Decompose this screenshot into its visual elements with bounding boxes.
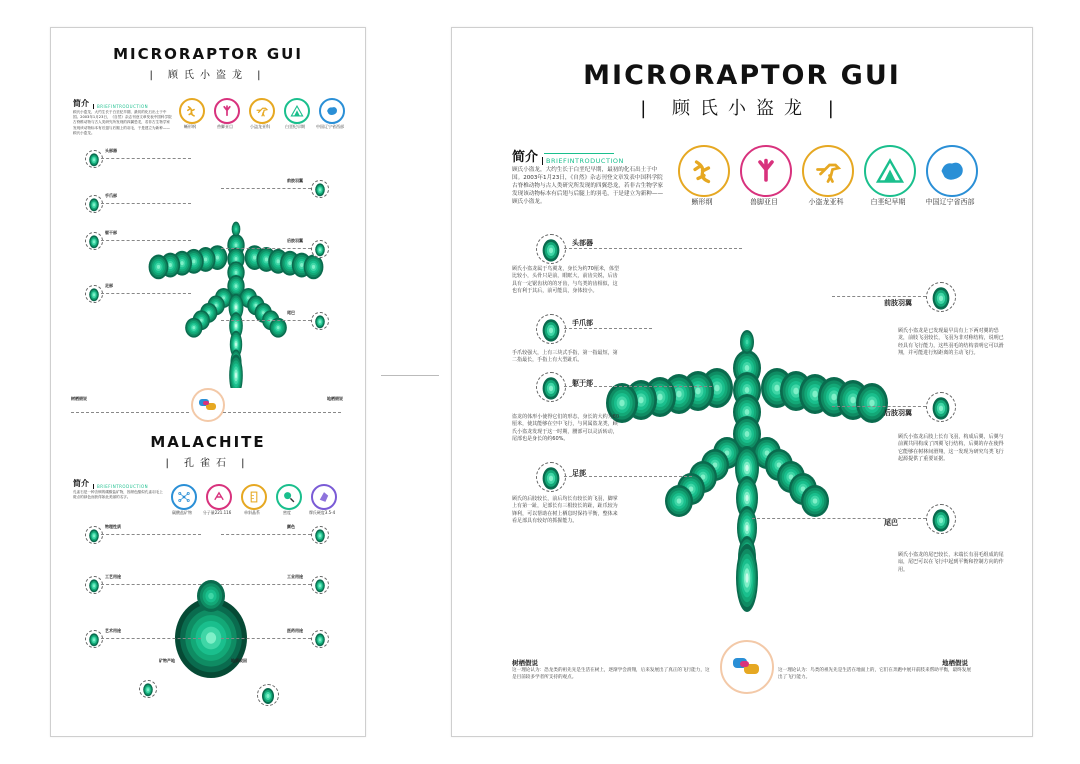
hypothesis-circle	[191, 388, 225, 422]
part-5-detail-icon	[312, 241, 328, 257]
torso-leader	[564, 386, 712, 387]
part-2-leader	[101, 240, 191, 241]
foot-callout	[536, 462, 566, 492]
badge-caption: 白垩纪早期	[870, 198, 906, 206]
torso-callout	[536, 372, 566, 402]
part-2-detail-icon	[86, 233, 102, 249]
map-badge	[926, 145, 978, 197]
part-0-label: 头部器	[105, 148, 117, 153]
mineral-left-2-leader	[101, 638, 201, 639]
badge-caption: 蜥形纲	[691, 198, 713, 206]
forewing-label: 前肢羽翼	[884, 299, 912, 307]
mineral-right-1-detail-icon	[312, 577, 328, 593]
part-0-leader	[101, 158, 191, 159]
intro-heading	[73, 98, 148, 109]
mountain-icon	[290, 104, 304, 118]
hypothesis-left-text: 这一理论认为：恐龙类的祖先先是生活在树上，逐渐学会滑翔，后来发展出了真正的飞行能力，这是目前较多学者所支持的观点。	[512, 668, 710, 680]
lizard-icon	[185, 104, 199, 118]
mineral-intro-paragraph: 孔雀石是一种含铜的碳酸盐矿物，因颜色酷似孔雀羽毛上斑点的绿色而获得如此美丽的名字。	[73, 490, 163, 500]
foot-badge	[740, 145, 792, 197]
part-3-leader	[101, 293, 191, 294]
mineral-genesis-detail-icon	[258, 685, 278, 705]
mineral-origin-callout	[139, 680, 157, 698]
dino-icon	[255, 104, 269, 118]
foot-detail-icon	[537, 463, 565, 491]
mineral-left-1-detail-icon	[86, 577, 102, 593]
hand-label: 手爪部	[572, 319, 593, 327]
crystal-badge	[311, 484, 337, 510]
hypothesis-right-line	[223, 412, 341, 413]
mineral-right-2-detail-icon	[312, 631, 328, 647]
mineral-origin-detail-icon	[140, 681, 156, 697]
badge-caption: 中国辽宁省西部	[316, 124, 344, 129]
tail-detail-icon	[927, 505, 955, 533]
dino-badge	[249, 98, 275, 124]
part-1-detail-icon	[86, 196, 102, 212]
part-4-callout	[311, 180, 329, 198]
lizard-badge	[678, 145, 730, 197]
mountain-icon	[875, 156, 905, 186]
microraptor-illustration	[143, 208, 333, 388]
hypothesis-right-text: 这一理论认为：鸟类的祖先先是生活在地面上的，它们在奔跑中展开前肢来帮助平衡，最终发展出了飞行能力。	[778, 668, 971, 680]
mineral-right-1-label: 工业用途	[287, 574, 303, 579]
badge-caption: 蜥形纲	[184, 124, 196, 129]
mineral-right-0-detail-icon	[312, 527, 328, 543]
badge-caption: 白垩纪早期	[285, 124, 305, 129]
poster-connector-line	[381, 375, 439, 376]
hand-description: 手爪较强大，上有三块式手指，第一指最短，第二指最长，手指上有大型趾爪。	[512, 350, 618, 364]
part-1-callout	[85, 195, 103, 213]
mineral-right-2-leader	[221, 638, 311, 639]
part-5-leader	[221, 248, 311, 249]
mineral-right-2-callout	[311, 630, 329, 648]
mineral-right-1-callout	[311, 576, 329, 594]
malachite-illustration	[171, 568, 251, 688]
crystal-icon	[317, 490, 331, 504]
tail-callout	[926, 504, 956, 534]
part-0-detail-icon	[86, 151, 102, 167]
foot-icon	[751, 156, 781, 186]
mineral-intro-heading-cn: 简介	[73, 479, 89, 488]
mineral-intro-heading-en: BRIEFINTRODUCTION	[93, 484, 148, 489]
foot-leader	[564, 476, 692, 477]
part-1-label: 手爪部	[105, 193, 117, 198]
part-3-label: 足部	[105, 283, 113, 288]
molecule-badge	[171, 484, 197, 510]
chat-bubbles-icon	[732, 656, 762, 678]
poster-title: MICRORAPTOR GUI	[113, 45, 303, 63]
forewing-description: 顾氏小盗龙是已发现最早具有上下两对翼的恐龙，前肢飞羽较长，飞羽为非对称结构，说明已经具有飞行能力，这些羽毛的结构表明它可以滑翔，并可能进行短距离的主动飞行。	[898, 328, 1004, 356]
mineral-right-0-callout	[311, 526, 329, 544]
mineral-right-0-leader	[221, 534, 311, 535]
mineral-left-1-callout	[85, 576, 103, 594]
mineral-left-1-label: 工艺用途	[105, 574, 121, 579]
badge-caption: 密度	[283, 510, 291, 515]
map-badge	[319, 98, 345, 124]
mineral-intro-heading	[73, 478, 148, 489]
foot-badge	[214, 98, 240, 124]
mineral-left-0-leader	[101, 534, 201, 535]
hand-leader	[564, 328, 652, 329]
part-6-detail-icon	[312, 313, 328, 329]
badge-caption: 碳酸盐矿物	[172, 510, 192, 515]
mineral-subtitle: | 孔雀石 |	[165, 458, 251, 469]
formula-badge	[206, 484, 232, 510]
part-4-leader	[221, 188, 311, 189]
badge-caption: 分子量221.116	[202, 510, 232, 515]
mineral-genesis-label: 地质成因	[231, 658, 247, 663]
right-poster	[451, 27, 1033, 737]
mountain-badge	[284, 98, 310, 124]
formula-icon	[212, 490, 226, 504]
mineral-right-1-leader	[221, 584, 311, 585]
poster-subtitle: | 顾氏小盗龙 |	[149, 70, 267, 81]
mineral-left-2-detail-icon	[86, 631, 102, 647]
ruler-badge	[241, 484, 267, 510]
head-label: 头部器	[572, 239, 593, 247]
mineral-left-2-callout	[85, 630, 103, 648]
part-6-leader	[221, 320, 311, 321]
hindwing-detail-icon	[927, 393, 955, 421]
intro-paragraph: 顾氏小盗龙，大约生长于白垩纪早期，最初的化石出土于中国。2003年1月23日，《自然》杂志刊登文章发表中国科学院古脊椎动物与古人类研究所发现的四翼恐龙，若非古生物学家发现该动物标本有后翅与后腿上的羽毛，于是建立为新种——顾氏小盗龙。	[512, 167, 664, 206]
microraptor-illustration	[597, 308, 897, 628]
hand-callout	[536, 314, 566, 344]
dino-badge	[802, 145, 854, 197]
poster-title: MICRORAPTOR GUI	[583, 60, 901, 91]
badge-caption: 兽脚亚目	[750, 198, 778, 206]
hypothesis-left-title: 树栖假说	[512, 659, 538, 667]
mineral-left-0-callout	[85, 526, 103, 544]
mineral-left-0-label: 物理性质	[105, 524, 121, 529]
mineral-left-2-label: 艺术用途	[105, 628, 121, 633]
mineral-title: MALACHITE	[150, 433, 266, 451]
head-leader	[564, 248, 742, 249]
foot-description: 顾氏的后肢较长，前后均长有较长的飞羽，脚掌上有第一趾，足部长有三根较长的趾，趾爪较为锋利，可以帮助在树上栖息时保持平衡，整体来看足部具有较好的抓握能力。	[512, 496, 618, 524]
torso-label: 躯干部	[572, 379, 593, 387]
magnifier-badge	[276, 484, 302, 510]
hypothesis-left-title: 树栖假说	[71, 396, 87, 401]
part-5-callout	[311, 240, 329, 258]
head-callout	[536, 234, 566, 264]
map-icon	[325, 104, 339, 118]
dino-icon	[813, 156, 843, 186]
part-3-detail-icon	[86, 286, 102, 302]
intro-heading	[512, 146, 624, 165]
forewing-callout	[926, 282, 956, 312]
intro-heading-en: BRIEFINTRODUCTION	[93, 104, 148, 109]
part-2-label: 躯干部	[105, 230, 117, 235]
mineral-origin-label: 矿物产地	[159, 658, 175, 663]
molecule-icon	[177, 490, 191, 504]
badge-caption: 小盗龙亚科	[808, 198, 844, 206]
lizard-icon	[689, 156, 719, 186]
hypothesis-right-title: 地栖假说	[942, 659, 968, 667]
mineral-left-1-leader	[101, 584, 201, 585]
head-detail-icon	[537, 235, 565, 263]
left-poster	[50, 27, 366, 737]
intro-heading-en: BRIEFINTRODUCTION	[542, 157, 624, 165]
magnifier-icon	[282, 490, 296, 504]
part-4-detail-icon	[312, 181, 328, 197]
hindwing-leader	[832, 406, 926, 407]
part-1-leader	[101, 203, 191, 204]
badge-caption: 兽脚亚目	[217, 124, 233, 129]
part-4-label: 前肢羽翼	[287, 178, 303, 183]
mineral-right-0-label: 颜色	[287, 524, 295, 529]
hindwing-callout	[926, 392, 956, 422]
part-6-callout	[311, 312, 329, 330]
hypothesis-left-line	[71, 412, 189, 413]
foot-icon	[220, 104, 234, 118]
ruler-icon	[247, 490, 261, 504]
lizard-badge	[179, 98, 205, 124]
intro-paragraph: 顾氏小盗龙，大约生长于白垩纪早期，最初的化石出土于中国。2003年1月23日，《自然》杂志刊登文章发表中国科学院古脊椎动物与古人类研究所发现的四翼恐龙，若非古生物学家发现该动物标本有后翅与后腿上的羽毛，于是建立为新种——顾氏小盗龙。	[73, 110, 172, 135]
badge-caption: 摩氏硬度3.5-4	[308, 510, 336, 515]
poster-subtitle: | 顾氏小盗龙 |	[640, 98, 844, 119]
forewing-detail-icon	[927, 283, 955, 311]
part-6-label: 尾巴	[287, 310, 295, 315]
mineral-genesis-callout	[257, 684, 279, 706]
badge-caption: 单斜晶系	[244, 510, 260, 515]
part-0-callout	[85, 150, 103, 168]
badge-caption: 中国辽宁省西部	[925, 198, 975, 206]
part-3-callout	[85, 285, 103, 303]
intro-heading-cn: 简介	[73, 99, 89, 108]
intro-heading-cn: 简介	[512, 150, 539, 165]
tail-leader	[752, 518, 926, 519]
torso-detail-icon	[537, 373, 565, 401]
torso-description: 盗龙的体形小使得它们的形态，身长的大约为80厘米，使其能够在空中飞行，与同属盗龙类，顾氏小盗龙发现于这一时期，腰部可以灵活转动，尾部也是身长的约60%。	[512, 414, 620, 442]
map-icon	[937, 156, 967, 186]
hypothesis-circle	[720, 640, 774, 694]
chat-bubbles-icon	[198, 398, 218, 412]
tail-label: 尾巴	[884, 519, 898, 527]
part-5-label: 后肢羽翼	[287, 238, 303, 243]
part-2-callout	[85, 232, 103, 250]
hindwing-description: 顾氏小盗龙后肢上长有飞羽，构成后翼，后翼与前翼共同构成了四翼飞行结构，后翼的存在使得它能够在树林间滑翔，这一发现为研究鸟类飞行起源提供了重要证据。	[898, 434, 1004, 462]
hindwing-label: 后肢羽翼	[884, 409, 912, 417]
badge-caption: 小盗龙亚科	[250, 124, 270, 129]
hand-detail-icon	[537, 315, 565, 343]
mineral-left-0-detail-icon	[86, 527, 102, 543]
head-description: 顾氏小盗龙属于鸟翼龙，身长为约70厘米，体型比较小，头骨只是前，眼眶大，前齿尖锐，后齿具有一定锯齿状的的牙齿，与鸟类的齿相似，这也有利于其后，前可能具，身体较小。	[512, 266, 620, 294]
hypothesis-right-title: 地栖假说	[327, 396, 343, 401]
tail-description: 顾氏小盗龙的尾巴较长，末端长有羽毛组成的尾扇，尾巴可以在飞行中起到平衡和控制方向的作用。	[898, 552, 1004, 573]
mineral-right-2-label: 医药用途	[287, 628, 303, 633]
forewing-leader	[832, 296, 926, 297]
mountain-badge	[864, 145, 916, 197]
intro-underline	[544, 153, 614, 154]
foot-label: 足部	[572, 469, 586, 477]
